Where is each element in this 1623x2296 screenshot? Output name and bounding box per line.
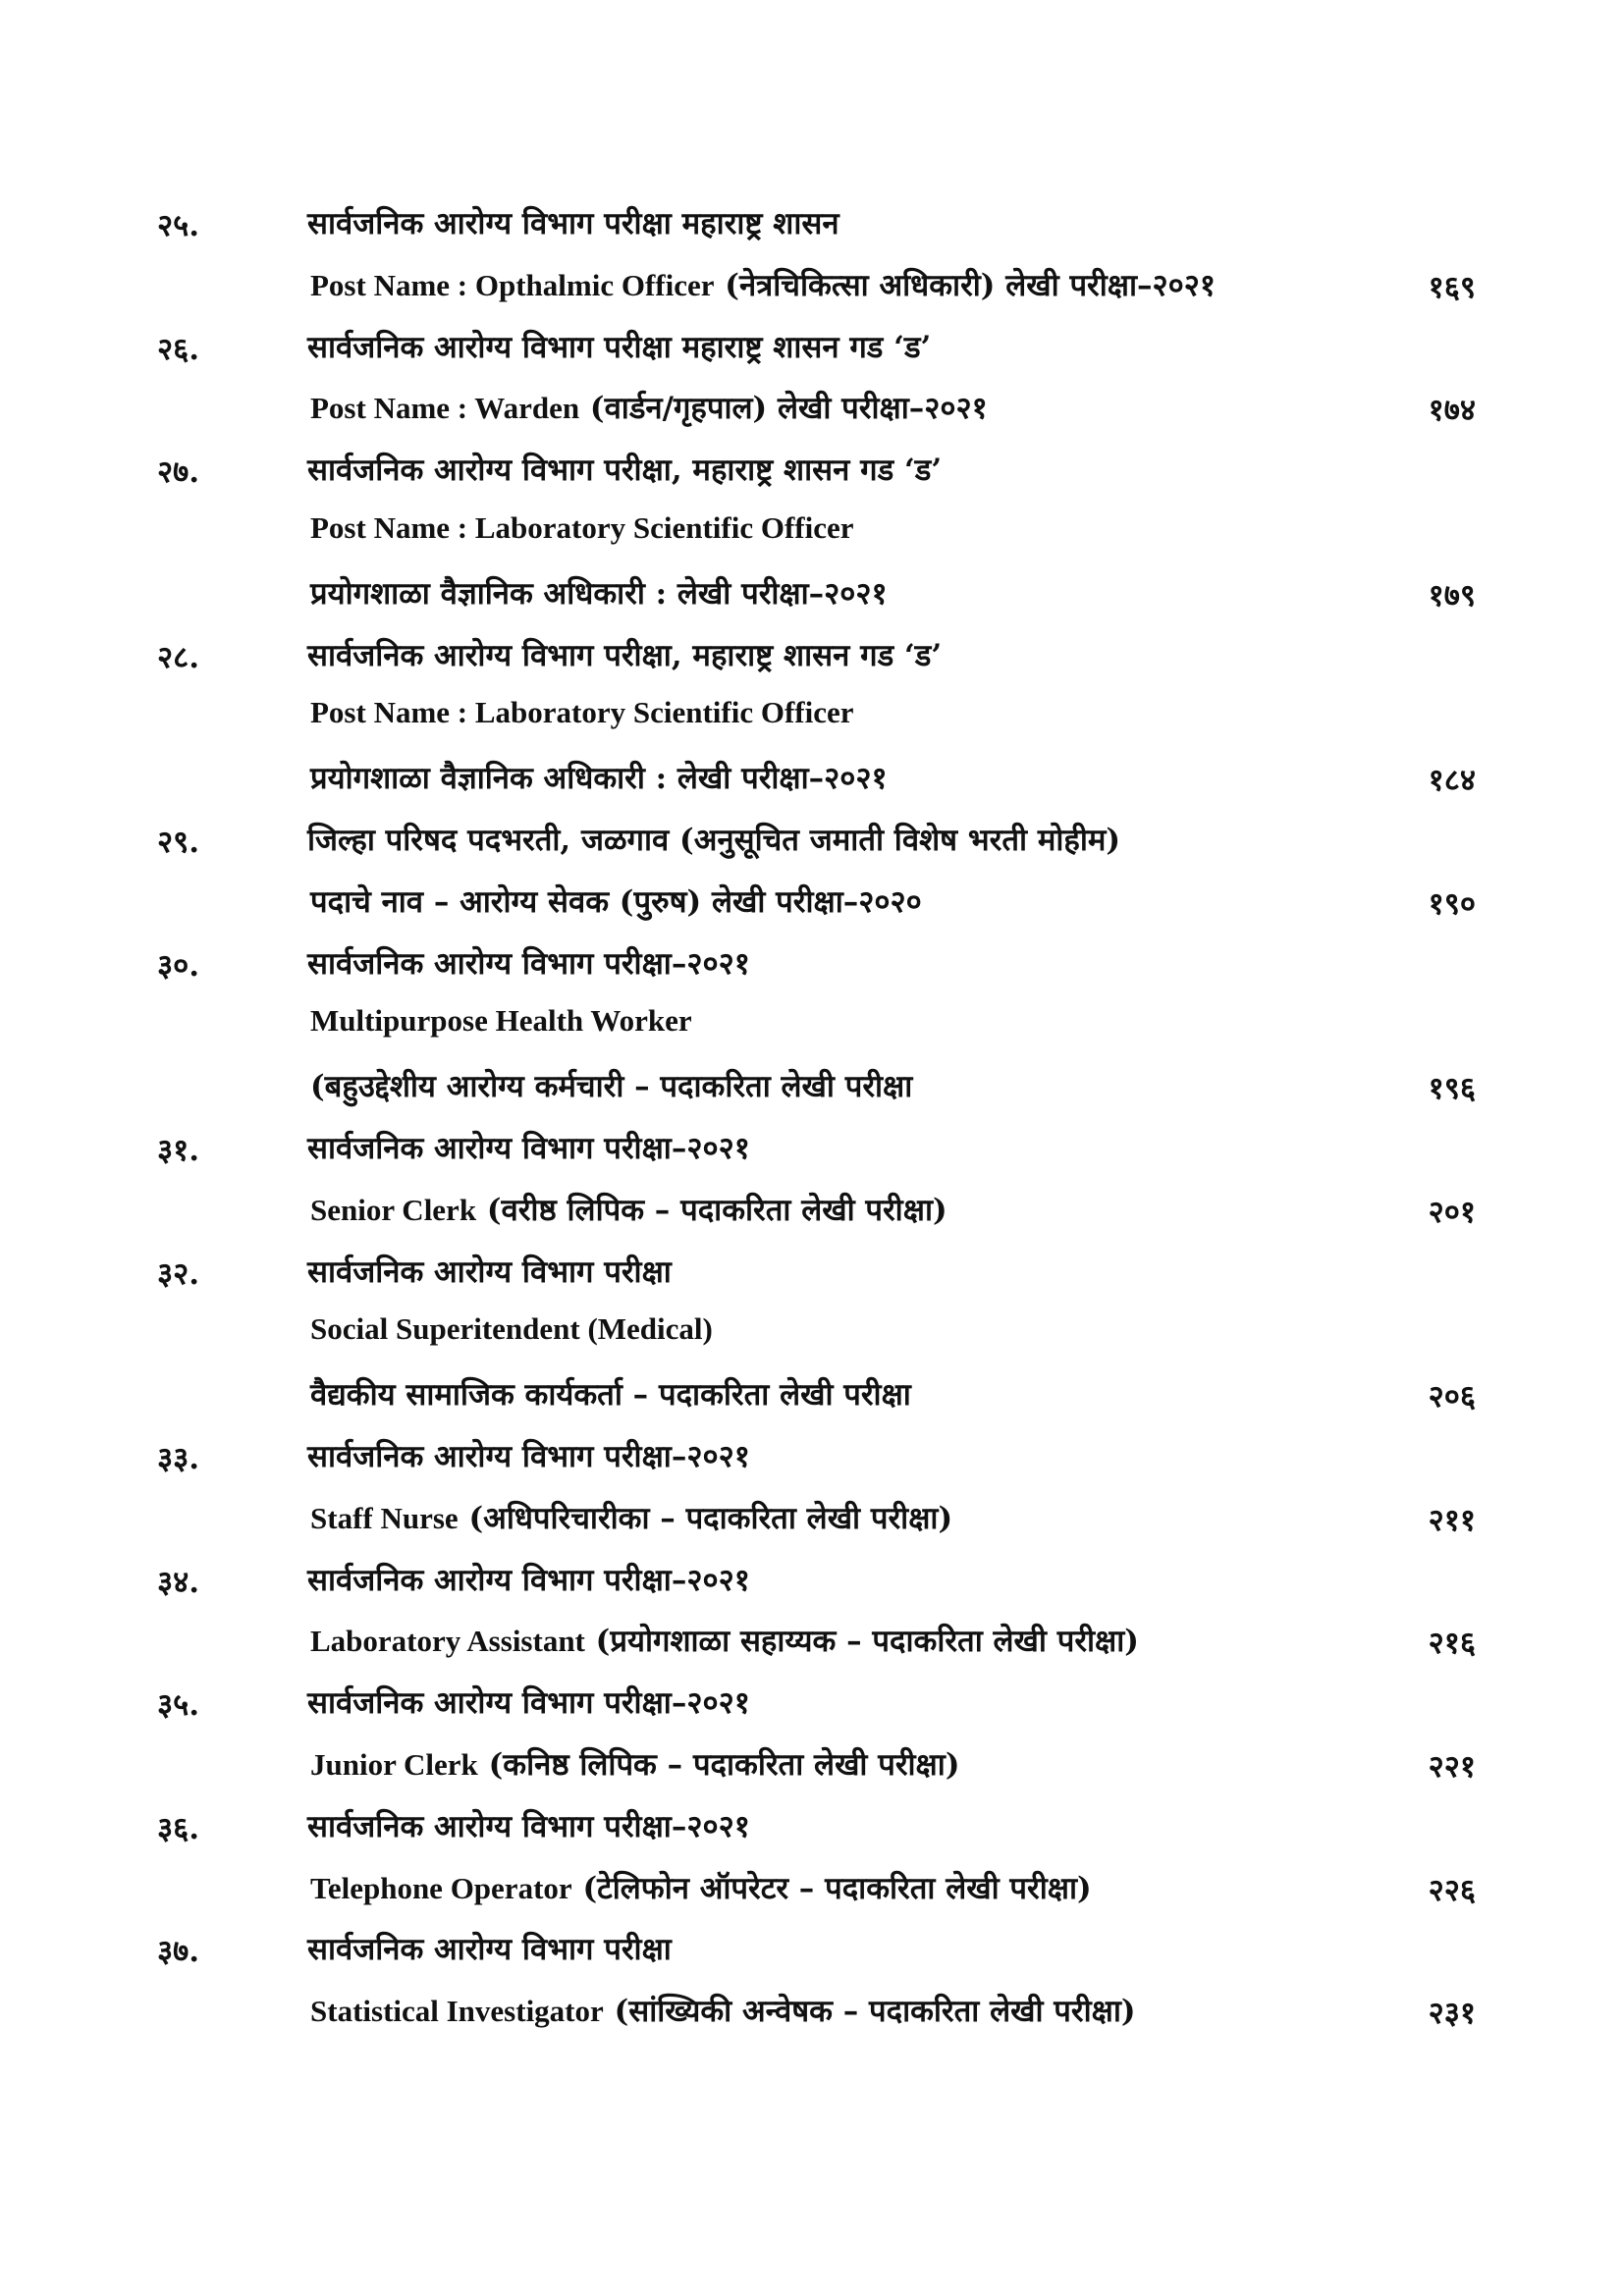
post-name-english: Staff Nurse (310, 1500, 459, 1535)
entry-subtitle: वैद्यकीय सामाजिक कार्यकर्ता – पदाकरिता लेखी परीक्षा (310, 1377, 911, 1414)
entry-heading: सार्वजनिक आरोग्य विभाग परीक्षा, महाराष्ट्र शासन गड ‘ड’ (307, 453, 943, 489)
toc-sub-line (0, 997, 1623, 1059)
entry-subtitle (310, 387, 988, 428)
entry-subtitle (310, 695, 854, 730)
post-name-english: Senior Clerk (310, 1192, 477, 1227)
page-number: २१६ (1428, 1626, 1476, 1662)
entry-subtitle (310, 1990, 1136, 2031)
post-name-english: Junior Clerk (310, 1746, 478, 1782)
post-name-marathi: (वार्डन/गृहपाल) लेखी परीक्षा–२०२१ (579, 391, 988, 427)
entry-number: ३७. (157, 1934, 200, 1970)
toc-sub-line (0, 505, 1623, 566)
page-number: २२६ (1428, 1872, 1476, 1908)
entry-subtitle: प्रयोगशाळा वैज्ञानिक अधिकारी : लेखी परीक्षा–२०२१ (310, 575, 888, 612)
entry-heading: सार्वजनिक आरोग्य विभाग परीक्षा–२०२१ (307, 1562, 750, 1598)
table-of-contents (0, 196, 1623, 2046)
entry-number: ३२. (157, 1255, 200, 1292)
post-name-english: Post Name : Opthalmic Officer (310, 267, 715, 302)
post-name-english: Post Name : Warden (310, 391, 580, 426)
toc-sub-line (0, 875, 1623, 936)
toc-sub-line (0, 1861, 1623, 1923)
toc-sub-line (0, 1367, 1623, 1429)
toc-sub-line (0, 1737, 1623, 1799)
entry-subtitle (310, 264, 1216, 305)
toc-sub-line (0, 1491, 1623, 1553)
page-number: २३१ (1428, 1996, 1476, 2032)
post-name-english: Telephone Operator (310, 1870, 572, 1905)
toc-heading-line (0, 1676, 1623, 1737)
entry-subtitle (310, 1620, 1139, 1661)
page-number: १७९ (1428, 577, 1476, 614)
toc-sub-line (0, 381, 1623, 443)
toc-sub-line (0, 1306, 1623, 1367)
entry-heading: सार्वजनिक आरोग्य विभाग परीक्षा–२०२१ (307, 1808, 750, 1844)
post-name-english: Laboratory Assistant (310, 1624, 585, 1659)
toc-heading-line (0, 1922, 1623, 1984)
post-name-english: Multipurpose Health Worker (310, 1003, 692, 1039)
toc-sub-line (0, 1614, 1623, 1676)
toc-heading-line (0, 1553, 1623, 1615)
entry-number: ३६. (157, 1810, 200, 1846)
entry-subtitle: पदाचे नाव – आरोग्य सेवक (पुरुष) लेखी परीक्षा–२०२० (310, 883, 922, 920)
entry-heading: जिल्हा परिषद पदभरती, जळगाव (अनुसूचित जमाती विशेष भरती मोहीम) (307, 822, 1121, 858)
toc-heading-line (0, 1429, 1623, 1491)
entry-heading: सार्वजनिक आरोग्य विभाग परीक्षा (307, 1932, 672, 1968)
post-name-english: Post Name : Laboratory Scientific Officer (310, 695, 854, 730)
entry-number: २७. (157, 454, 200, 491)
toc-sub-line (0, 689, 1623, 751)
toc-sub-line (0, 258, 1623, 320)
entry-subtitle (310, 1311, 713, 1347)
page-number: १७४ (1428, 393, 1476, 429)
toc-heading-line (0, 443, 1623, 505)
toc-heading-line (0, 1245, 1623, 1307)
entry-heading: सार्वजनिक आरोग्य विभाग परीक्षा (307, 1254, 672, 1290)
entry-number: ३१. (157, 1132, 200, 1168)
toc-sub-line (0, 1984, 1623, 2046)
toc-heading-line (0, 813, 1623, 875)
entry-subtitle (310, 1867, 1092, 1908)
post-name-marathi: (सांख्यिकी अन्वेषक – पदाकरिता लेखी परीक्षा) (603, 1994, 1136, 2030)
entry-subtitle: (बहुउद्देशीय आरोग्य कर्मचारी – पदाकरिता लेखी परीक्षा (310, 1069, 913, 1105)
post-name-marathi: (वरीष्ठ लिपिक – पदाकरिता लेखी परीक्षा) (476, 1192, 947, 1228)
entry-subtitle (310, 1189, 947, 1230)
post-name-english: Social Superitendent (Medical) (310, 1311, 713, 1347)
entry-number: २५. (157, 208, 200, 243)
entry-number: ३५. (157, 1687, 200, 1724)
post-name-marathi: (नेत्रचिकित्सा अधिकारी) लेखी परीक्षा–२०२१ (714, 267, 1217, 303)
entry-heading: सार्वजनिक आरोग्य विभाग परीक्षा, महाराष्ट्र शासन गड ‘ड’ (307, 637, 943, 673)
post-name-marathi: (अधिपरिचारीका – पदाकरिता लेखी परीक्षा) (458, 1500, 953, 1536)
entry-subtitle (310, 510, 854, 546)
entry-number: २८. (157, 639, 200, 675)
toc-heading-line (0, 936, 1623, 998)
entry-number: २६. (157, 331, 200, 367)
entry-heading: सार्वजनिक आरोग्य विभाग परीक्षा–२०२१ (307, 1130, 750, 1166)
page-number: २०१ (1428, 1194, 1476, 1230)
toc-heading-line (0, 196, 1623, 258)
post-name-english: Statistical Investigator (310, 1994, 604, 2029)
page-number: १९६ (1428, 1071, 1476, 1107)
page-number: २२१ (1428, 1748, 1476, 1785)
page-number: १८४ (1428, 763, 1476, 799)
entry-number: ३३. (157, 1440, 200, 1476)
entry-heading: सार्वजनिक आरोग्य विभाग परीक्षा–२०२१ (307, 1438, 750, 1474)
entry-heading: सार्वजनिक आरोग्य विभाग परीक्षा महाराष्ट्र शासन (307, 206, 839, 241)
toc-sub-line (0, 1059, 1623, 1121)
toc-heading-line (0, 320, 1623, 382)
entry-subtitle (310, 1743, 959, 1785)
toc-heading-line (0, 1799, 1623, 1861)
page-number: १६९ (1428, 269, 1476, 305)
entry-heading: सार्वजनिक आरोग्य विभाग परीक्षा–२०२१ (307, 945, 750, 982)
entry-subtitle: प्रयोगशाळा वैज्ञानिक अधिकारी : लेखी परीक्षा–२०२१ (310, 761, 888, 797)
toc-sub-line (0, 566, 1623, 628)
entry-heading: सार्वजनिक आरोग्य विभाग परीक्षा–२०२१ (307, 1685, 750, 1722)
entry-number: ३०. (157, 947, 200, 984)
toc-heading-line (0, 628, 1623, 690)
toc-sub-line (0, 1183, 1623, 1245)
toc-sub-line (0, 751, 1623, 813)
page-number: २०६ (1428, 1379, 1476, 1415)
entry-subtitle (310, 1003, 692, 1039)
post-name-marathi: (टेलिफोन ऑपरेटर – पदाकरिता लेखी परीक्षा) (571, 1870, 1092, 1906)
page-number: १९० (1428, 885, 1476, 922)
entry-heading: सार्वजनिक आरोग्य विभाग परीक्षा महाराष्ट्र शासन गड ‘ड’ (307, 329, 932, 365)
entry-number: ३४. (157, 1564, 200, 1600)
entry-number: २९. (157, 824, 200, 860)
page-number: २११ (1428, 1502, 1476, 1538)
post-name-marathi: (कनिष्ठ लिपिक – पदाकरिता लेखी परीक्षा) (477, 1746, 960, 1783)
post-name-marathi: (प्रयोगशाळा सहाय्यक – पदाकरिता लेखी परीक्षा) (584, 1624, 1139, 1660)
entry-subtitle (310, 1497, 952, 1538)
post-name-english: Post Name : Laboratory Scientific Officer (310, 509, 854, 545)
toc-heading-line (0, 1121, 1623, 1183)
